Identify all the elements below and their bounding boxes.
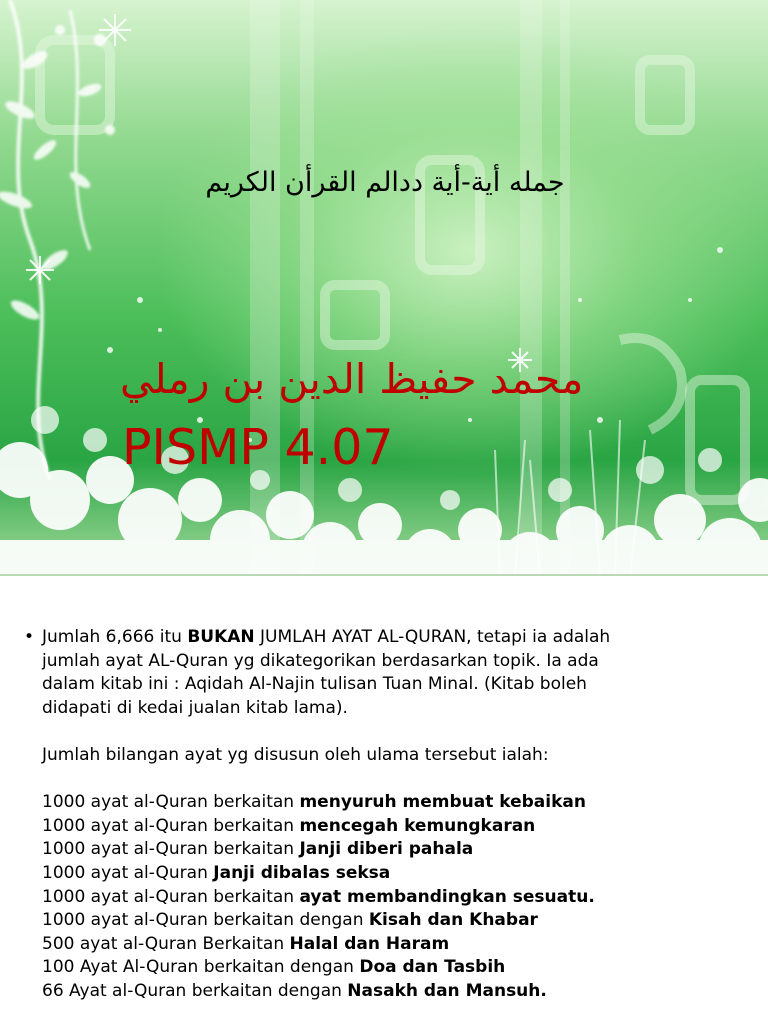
verse-category-item: 1000 ayat al-Quran berkaitan dengan Kisah dan Khabar: [42, 910, 538, 931]
intro-line: jumlah ayat AL-Quran yg dikategorikan berdasarkan topik. Ia ada: [42, 650, 599, 671]
category-name: ayat membandingkan sesuatu.: [299, 886, 595, 907]
class-code: PISMP 4.07: [122, 419, 394, 476]
intro-line: Jumlah 6,666 itu BUKAN JUMLAH AYAT AL-QURAN, tetapi ia adalah: [42, 627, 611, 647]
category-name: mencegah kemungkaran: [299, 815, 536, 836]
slide-title: جمله أية-أية ددالم القرأن الكريم: [205, 167, 565, 198]
author-name: محمد حفيظ الدين بن رملي: [120, 355, 584, 403]
intro-line: didapati di kedai jualan kitab lama).: [42, 697, 348, 718]
verse-category-item: 1000 ayat al-Quran berkaitan ayat membandingkan sesuatu.: [42, 886, 595, 907]
verse-category-list: [42, 791, 742, 1003]
summary-line: Jumlah bilangan ayat yg disusun oleh ulama tersebut ialah:: [42, 744, 549, 765]
category-name: Halal dan Haram: [289, 933, 450, 954]
category-name: menyuruh membuat kebaikan: [299, 792, 586, 813]
intro-line: dalam kitab ini : Aqidah Al-Najin tulisan Tuan Minal. (Kitab boleh: [42, 674, 587, 695]
emphasis-text: BUKAN: [187, 627, 255, 647]
verse-category-item: 66 Ayat al-Quran berkaitan dengan Nasakh dan Mansuh.: [42, 980, 547, 1001]
notes-text: [24, 626, 744, 1004]
verse-category-item: 1000 ayat al-Quran Janji dibalas seksa: [42, 862, 391, 883]
bullet-marker: •: [24, 627, 35, 647]
category-name: Doa dan Tasbih: [359, 957, 506, 978]
category-name: Nasakh dan Mansuh.: [347, 980, 547, 1001]
spacer: [42, 768, 742, 792]
notes-body: [42, 626, 742, 1004]
verse-category-item: 1000 ayat al-Quran berkaitan menyuruh membuat kebaikan: [42, 792, 586, 813]
category-name: Janji diberi pahala: [299, 839, 474, 860]
category-name: Kisah dan Khabar: [368, 910, 538, 931]
verse-category-item: 1000 ayat al-Quran berkaitan mencegah kemungkaran: [42, 815, 536, 836]
spacer: [42, 720, 742, 744]
slide-divider: [0, 574, 768, 576]
verse-category-item: 100 Ayat Al-Quran berkaitan dengan Doa dan Tasbih: [42, 957, 506, 978]
category-name: Janji dibalas seksa: [213, 862, 391, 883]
verse-category-item: 1000 ayat al-Quran berkaitan Janji diberi pahala: [42, 839, 474, 860]
verse-category-item: 500 ayat al-Quran Berkaitan Halal dan Haram: [42, 933, 450, 954]
